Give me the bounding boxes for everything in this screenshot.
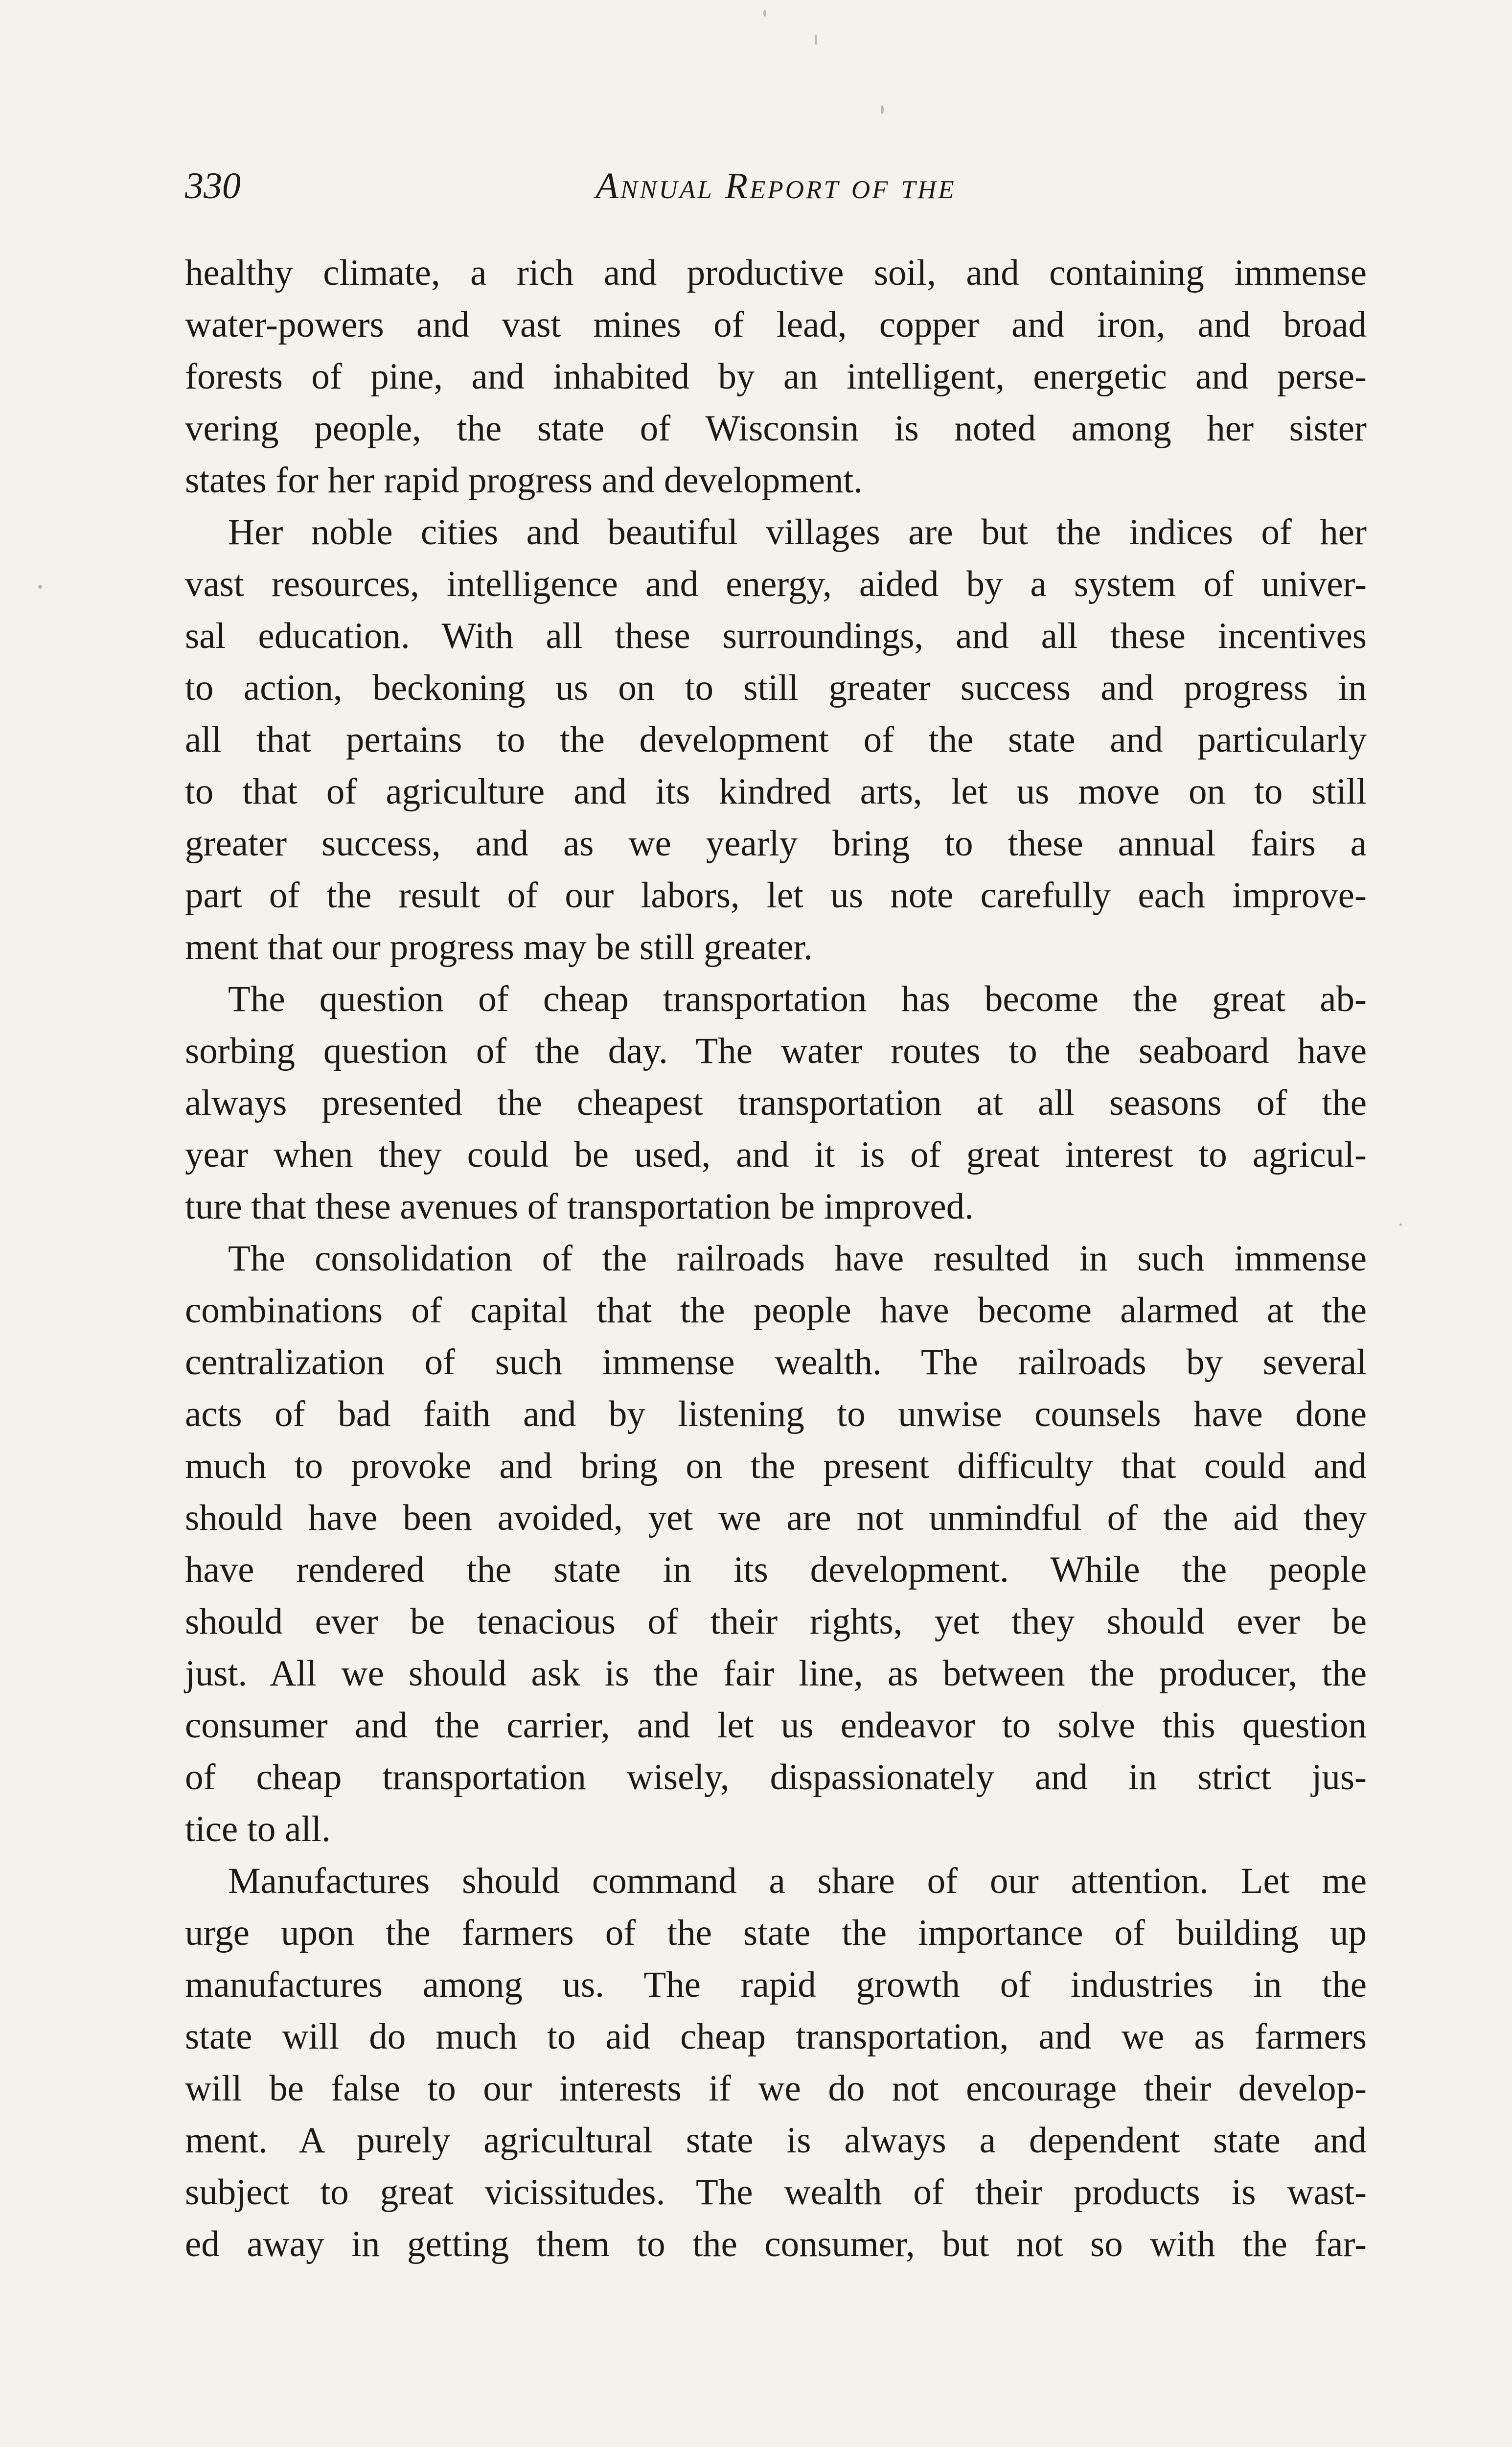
text-line: vast resources, intelligence and energy, aided by a system of univer- <box>185 564 1367 604</box>
text-line: just. All we should ask is the fair line, as between the producer, the <box>185 1653 1367 1694</box>
text-line: should have been avoided, yet we are not unmindful of the aid they <box>185 1498 1367 1538</box>
text-line: to that of agriculture and its kindred arts, let us move on to still <box>185 771 1367 812</box>
text-line: year when they could be used, and it is of great interest to agricul- <box>185 1134 1367 1175</box>
running-title: Annual Report of the <box>596 165 956 207</box>
text-line: consumer and the carrier, and let us endeavor to solve this question <box>185 1705 1367 1746</box>
text-line: much to provoke and bring on the present difficulty that could and <box>185 1446 1367 1486</box>
text-line: ment. A purely agricultural state is always a dependent state and <box>185 2120 1367 2161</box>
text-line: have rendered the state in its development. While the people <box>185 1549 1367 1590</box>
scan-speck <box>881 105 884 114</box>
text-line: sal education. With all these surroundings, and all these incentives <box>185 616 1367 656</box>
text-line: vering people, the state of Wisconsin is noted among her sister <box>185 408 1367 449</box>
text-line: state will do much to aid cheap transportation, and we as farmers <box>185 2016 1367 2057</box>
text-line: to action, beckoning us on to still greater success and progress in <box>185 668 1367 708</box>
text-line: centralization of such immense wealth. The railroads by several <box>185 1342 1367 1383</box>
text-line: Manufactures should command a share of our attention. Let me <box>228 1861 1367 1901</box>
text-line: ture that these avenues of transportation be improved. <box>185 1186 974 1227</box>
text-line: subject to great vicissitudes. The wealth of their products is wast- <box>185 2172 1367 2213</box>
text-line: acts of bad faith and by listening to unwise counsels have done <box>185 1394 1367 1434</box>
paragraph <box>185 973 1367 1233</box>
text-line: of cheap transportation wisely, dispassionately and in strict jus- <box>185 1757 1367 1798</box>
page-number: 330 <box>185 165 241 207</box>
text-line: part of the result of our labors, let us note carefully each improve- <box>185 875 1367 916</box>
paragraph <box>185 247 1367 507</box>
page-header <box>185 159 1367 213</box>
text-line: healthy climate, a rich and productive soil, and containing immense <box>185 253 1367 293</box>
text-line: The consolidation of the railroads have resulted in such immense <box>228 1238 1367 1279</box>
scan-speck <box>815 34 817 45</box>
paragraph <box>185 507 1367 973</box>
text-line: sorbing question of the day. The water routes to the seaboard have <box>185 1031 1367 1071</box>
text-line: ment that our progress may be still greater. <box>185 927 813 968</box>
body-text <box>185 247 1367 2270</box>
text-line: ed away in getting them to the consumer, but not so with the far- <box>185 2224 1367 2264</box>
text-line: Her noble cities and beautiful villages are but the indices of her <box>228 512 1367 553</box>
text-line: states for her rapid progress and development. <box>185 460 863 501</box>
paragraph <box>185 1855 1367 2270</box>
text-line: The question of cheap transportation has become the great ab- <box>228 979 1367 1019</box>
text-line: all that pertains to the development of the state and particularly <box>185 719 1367 760</box>
scan-speck <box>38 585 42 589</box>
text-line: greater success, and as we yearly bring to these annual fairs a <box>185 823 1367 864</box>
text-line: forests of pine, and inhabited by an intelligent, energetic and perse- <box>185 356 1367 397</box>
text-line: urge upon the farmers of the state the importance of building up <box>185 1913 1367 1953</box>
paragraph <box>185 1233 1367 1855</box>
text-line: should ever be tenacious of their rights, yet they should ever be <box>185 1601 1367 1642</box>
text-line: always presented the cheapest transportation at all seasons of the <box>185 1083 1367 1123</box>
scan-speck <box>1399 1224 1402 1226</box>
text-line: manufactures among us. The rapid growth of industries in the <box>185 1964 1367 2005</box>
text-line: will be false to our interests if we do not encourage their develop- <box>185 2068 1367 2109</box>
text-line: combinations of capital that the people have become alarmed at the <box>185 1290 1367 1331</box>
text-line: tice to all. <box>185 1809 331 1849</box>
scan-speck <box>763 10 766 17</box>
text-line: water-powers and vast mines of lead, copper and iron, and broad <box>185 304 1367 345</box>
